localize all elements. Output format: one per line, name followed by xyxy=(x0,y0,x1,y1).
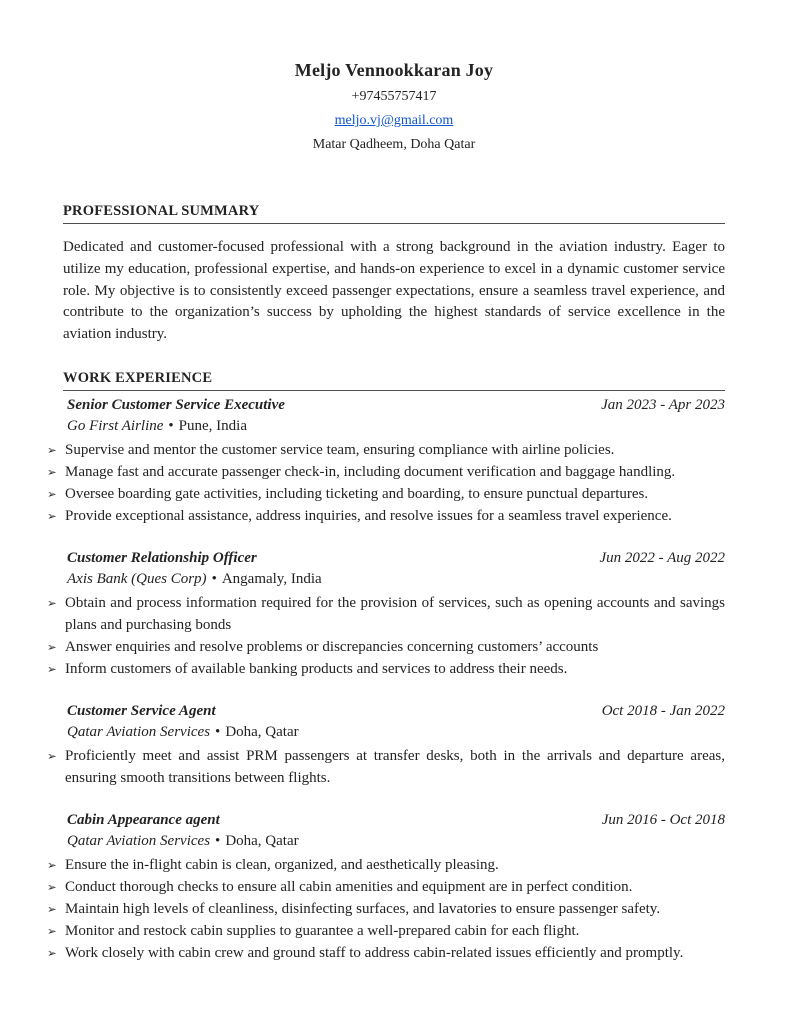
resume-header xyxy=(63,60,725,153)
address-line: Matar Qadheem, Doha Qatar xyxy=(312,137,476,152)
bullet-item xyxy=(47,592,725,636)
job-bullet-list xyxy=(47,439,725,527)
bullet-item xyxy=(47,854,725,876)
arrow-bullet-icon: ➢ xyxy=(47,486,57,501)
job-dates: Jun 2016 - Oct 2018 xyxy=(601,811,725,828)
job-title: Cabin Appearance agent xyxy=(67,811,220,828)
arrow-bullet-icon: ➢ xyxy=(47,748,57,763)
bullet-text: Inform customers of available banking products and services to address their needs. xyxy=(65,660,568,677)
job-head xyxy=(63,703,725,720)
job-entry xyxy=(47,549,725,680)
bullet-text: Provide exceptional assistance, address inquiries, and resolve issues for a seamless travel experience. xyxy=(65,507,672,524)
bullet-text: Proficiently meet and assist PRM passengers at transfer desks, both in the arrivals and departure areas, ensuring smooth transitions between flights. xyxy=(65,747,725,786)
bullet-item xyxy=(47,898,725,920)
bullet-text: Ensure the in-flight cabin is clean, organized, and aesthetically pleasing. xyxy=(65,856,499,873)
phone-number: +97455757417 xyxy=(351,89,437,104)
bullet-item xyxy=(47,658,725,680)
job-head xyxy=(63,550,725,567)
job-entry xyxy=(47,702,725,789)
job-subline xyxy=(63,569,725,590)
job-location: Pune, India xyxy=(178,417,247,434)
arrow-bullet-icon: ➢ xyxy=(47,879,57,894)
job-company: Axis Bank (Ques Corp) xyxy=(67,570,207,587)
job-title: Customer Relationship Officer xyxy=(67,549,257,566)
professional-summary-heading: PROFESSIONAL SUMMARY xyxy=(63,203,725,224)
arrow-bullet-icon: ➢ xyxy=(47,508,57,523)
job-subline xyxy=(63,416,725,437)
job-head xyxy=(63,812,725,829)
bullet-item xyxy=(47,636,725,658)
job-location: Doha, Qatar xyxy=(225,832,299,849)
job-bullet-list xyxy=(47,745,725,789)
arrow-bullet-icon: ➢ xyxy=(47,595,57,610)
arrow-bullet-icon: ➢ xyxy=(47,857,57,872)
job-location: Angamaly, India xyxy=(221,570,322,587)
dot-separator: • xyxy=(215,723,221,740)
bullet-text: Manage fast and accurate passenger check-in, including document verification and baggage handling. xyxy=(65,463,676,480)
arrow-bullet-icon: ➢ xyxy=(47,923,57,938)
arrow-bullet-icon: ➢ xyxy=(47,639,57,654)
job-dates: Oct 2018 - Jan 2022 xyxy=(601,702,725,719)
work-experience-heading: WORK EXPERIENCE xyxy=(63,370,725,391)
job-location: Doha, Qatar xyxy=(225,723,299,740)
arrow-bullet-icon: ➢ xyxy=(47,442,57,457)
bullet-text: Supervise and mentor the customer service team, ensuring compliance with airline policies. xyxy=(65,441,615,458)
dot-separator: • xyxy=(211,570,217,587)
bullet-text: Oversee boarding gate activities, including ticketing and boarding, to ensure punctual departures. xyxy=(65,485,649,502)
job-bullet-list xyxy=(47,592,725,680)
professional-summary-section xyxy=(63,203,725,346)
job-dates: Jun 2022 - Aug 2022 xyxy=(599,549,725,566)
bullet-item xyxy=(47,483,725,505)
arrow-bullet-icon: ➢ xyxy=(47,661,57,676)
work-experience-section xyxy=(47,369,725,964)
professional-summary-text: Dedicated and customer-focused professional with a strong background in the aviation industry. Eager to utilize my education, professional expertise, and hands-on experience to excel in a dynamic customer service role. My objective is to consistently exceed passenger expectations, ensure a seamless travel experience, and contribute to the organization’s success by upholding the highest standards of service excellence in the aviation industry. xyxy=(63,239,725,343)
job-title: Senior Customer Service Executive xyxy=(67,396,285,413)
job-entry xyxy=(47,396,725,527)
bullet-item xyxy=(47,920,725,942)
arrow-bullet-icon: ➢ xyxy=(47,464,57,479)
bullet-text: Work closely with cabin crew and ground staff to address cabin-related issues efficiently and promptly. xyxy=(65,944,684,961)
bullet-text: Conduct thorough checks to ensure all cabin amenities and equipment are in perfect condition. xyxy=(65,878,633,895)
person-name: Meljo Vennookkaran Joy xyxy=(294,60,494,80)
job-bullet-list xyxy=(47,854,725,964)
bullet-item xyxy=(47,942,725,964)
bullet-text: Maintain high levels of cleanliness, disinfecting surfaces, and lavatories to ensure passenger safety. xyxy=(65,900,661,917)
email-link[interactable]: meljo.vj@gmail.com xyxy=(334,113,454,128)
bullet-text: Obtain and process information required for the provision of services, such as opening accounts and savings plans and purchasing bonds xyxy=(65,594,725,633)
job-dates: Jan 2023 - Apr 2023 xyxy=(601,396,725,413)
bullet-item xyxy=(47,745,725,789)
arrow-bullet-icon: ➢ xyxy=(47,945,57,960)
job-company: Qatar Aviation Services xyxy=(67,832,211,849)
dot-separator: • xyxy=(168,417,174,434)
job-entry xyxy=(47,811,725,964)
job-company: Qatar Aviation Services xyxy=(67,723,211,740)
job-head xyxy=(63,397,725,414)
dot-separator: • xyxy=(215,832,221,849)
bullet-text: Monitor and restock cabin supplies to guarantee a well-prepared cabin for each flight. xyxy=(65,922,580,939)
job-title: Customer Service Agent xyxy=(67,702,216,719)
job-company: Go First Airline xyxy=(67,417,164,434)
bullet-item xyxy=(47,461,725,483)
bullet-item xyxy=(47,876,725,898)
bullet-item xyxy=(47,505,725,527)
bullet-text: Answer enquiries and resolve problems or discrepancies concerning customers’ accounts xyxy=(65,638,599,655)
bullet-item xyxy=(47,439,725,461)
arrow-bullet-icon: ➢ xyxy=(47,901,57,916)
job-subline xyxy=(63,831,725,852)
job-subline xyxy=(63,722,725,743)
